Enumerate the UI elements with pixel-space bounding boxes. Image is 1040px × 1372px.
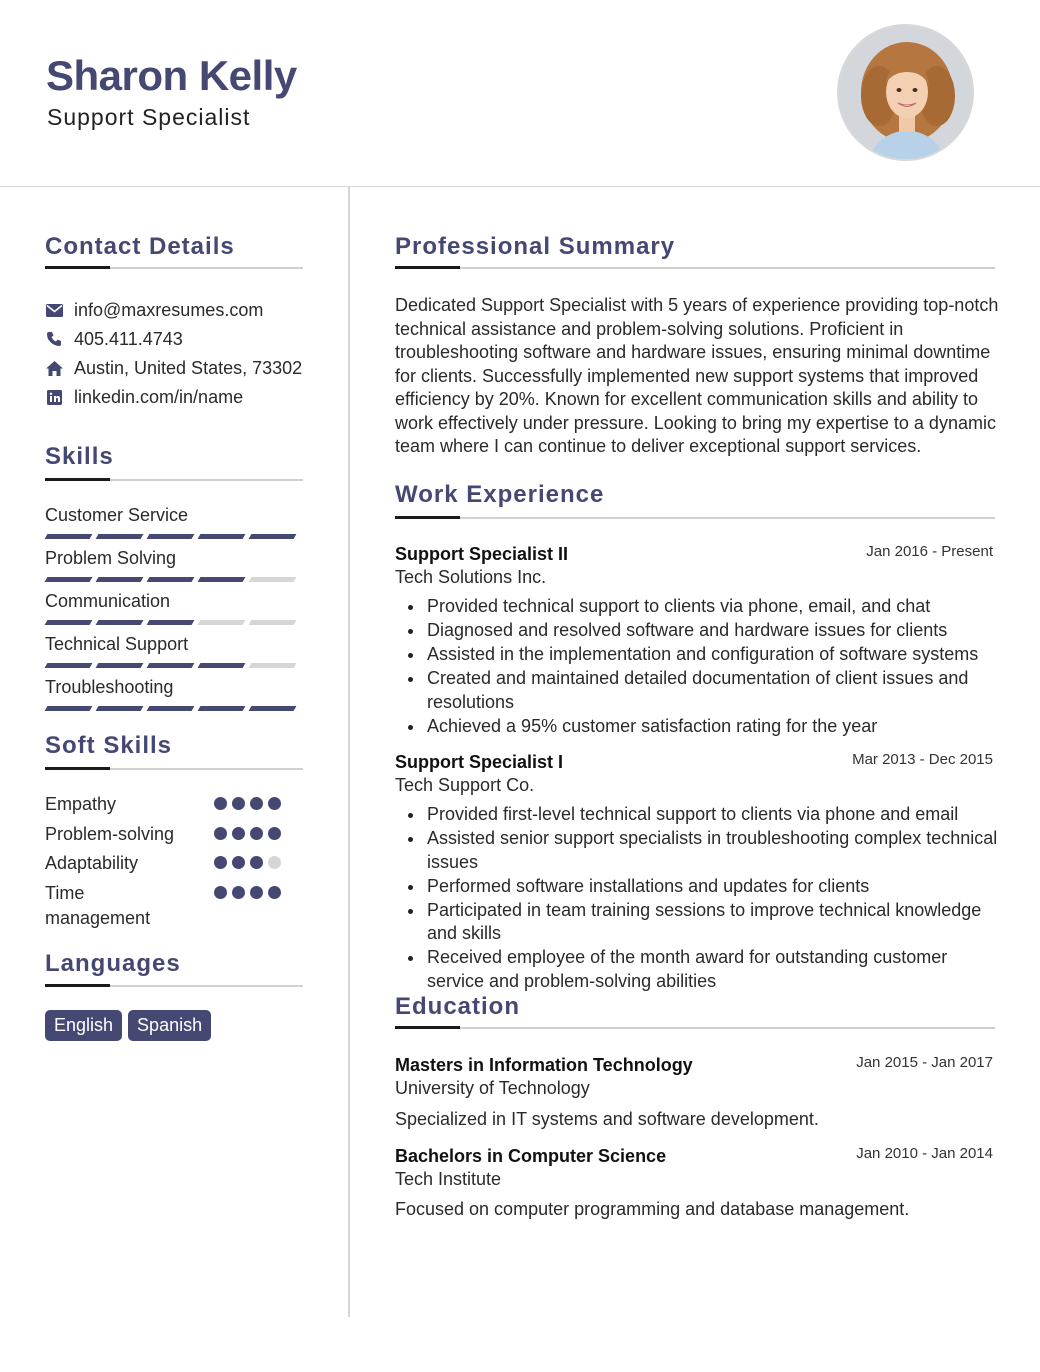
language-tag: Spanish	[128, 1010, 211, 1041]
summary-text: Dedicated Support Specialist with 5 years of experience providing top-notch technical assistance and problem-solving solutions. Proficient in troubleshooting software and hardware issues, ensuring minimal downtime for clients. Successfully implemented new support systems that improved efficiency by 20%. Known for excellent communication skills and ability to work effectively under pressure. Looking to bring my expertise to a dynamic team where I can continue to deliver exceptional support services.	[395, 295, 999, 456]
skill-level-segment	[147, 534, 195, 539]
education-heading: Education	[395, 993, 521, 1020]
contact-email-text: info@maxresumes.com	[74, 299, 264, 320]
soft-skill-label: Adaptability	[45, 853, 139, 873]
contact-accent	[45, 266, 110, 269]
skill-level-segment	[45, 663, 93, 668]
skill-label: Communication	[45, 591, 171, 611]
skill-level-segment	[249, 620, 297, 625]
job-bullet: Performed software installations and updates for clients	[395, 875, 1000, 899]
language-tags	[45, 1010, 211, 1041]
education-description: Specialized in IT systems and software development.	[395, 1109, 819, 1129]
skill-level-segment	[45, 620, 93, 625]
soft-skill-label: Empathy	[45, 794, 117, 814]
linkedin-icon	[45, 388, 63, 406]
home-icon	[45, 359, 63, 377]
skill-level-segment	[96, 663, 144, 668]
summary-accent	[395, 266, 460, 269]
contact-address	[45, 356, 302, 380]
job-company: Tech Support Co.	[395, 775, 535, 795]
contact-linkedin[interactable]	[45, 385, 243, 409]
soft-skill-label: Time management	[45, 883, 151, 928]
skill-level-segment	[45, 577, 93, 582]
skill-level-bar	[46, 706, 295, 711]
job-bullet: Diagnosed and resolved software and hardware issues for clients	[395, 619, 1000, 643]
experience-rule	[395, 517, 995, 519]
skill-level-segment	[45, 534, 93, 539]
soft-skill-rating	[214, 827, 281, 840]
job-bullets	[395, 595, 1000, 739]
experience-accent	[395, 516, 460, 519]
skill-level-segment	[198, 663, 246, 668]
language-tag: English	[45, 1010, 122, 1041]
education-dates: Jan 2015 - Jan 2017	[856, 1054, 993, 1071]
education-school: University of Technology	[395, 1078, 590, 1098]
rating-dot	[268, 797, 281, 810]
skill-level-segment	[96, 706, 144, 711]
skill-level-bar	[46, 620, 295, 625]
profile-photo-illustration	[839, 26, 974, 161]
skill-level-bar	[46, 534, 295, 539]
contact-phone-text: 405.411.4743	[74, 328, 183, 349]
contact-address-text: Austin, United States, 73302	[74, 357, 303, 378]
skill-level-segment	[96, 620, 144, 625]
education-description: Focused on computer programming and database management.	[395, 1199, 910, 1219]
skill-level-segment	[147, 663, 195, 668]
skills-accent	[45, 478, 110, 481]
education-degree: Masters in Information Technology	[395, 1055, 693, 1075]
soft-skills-accent	[45, 767, 110, 770]
skill-label: Technical Support	[45, 634, 189, 654]
skill-level-segment	[249, 577, 297, 582]
skill-level-segment	[147, 577, 195, 582]
job-bullet: Provided first-level technical support to clients via phone and email	[395, 803, 1000, 827]
job-bullet: Received employee of the month award for outstanding customer service and problem-solving abilities	[395, 946, 1000, 993]
rating-dot	[214, 856, 227, 869]
job-bullet: Created and maintained detailed documentation of client issues and resolutions	[395, 667, 1000, 714]
education-accent	[395, 1026, 460, 1029]
skill-level-segment	[96, 534, 144, 539]
contact-phone[interactable]	[45, 327, 183, 351]
skill-level-segment	[198, 620, 246, 625]
profile-photo	[837, 24, 974, 161]
languages-accent	[45, 984, 110, 987]
rating-dot	[268, 827, 281, 840]
skill-label: Customer Service	[45, 505, 189, 525]
skill-level-segment	[147, 706, 195, 711]
contact-email[interactable]	[45, 298, 263, 322]
rating-dot	[214, 886, 227, 899]
skill-level-segment	[249, 663, 297, 668]
rating-dot	[214, 797, 227, 810]
education-rule	[395, 1027, 995, 1029]
summary-rule	[395, 267, 995, 269]
education-dates: Jan 2010 - Jan 2014	[856, 1145, 993, 1162]
job-dates: Mar 2013 - Dec 2015	[852, 751, 993, 768]
education-degree: Bachelors in Computer Science	[395, 1146, 667, 1166]
soft-skill-label: Problem-solving	[45, 824, 175, 844]
skill-level-segment	[198, 534, 246, 539]
job-bullet: Provided technical support to clients via phone, email, and chat	[395, 595, 1000, 619]
skill-label: Problem Solving	[45, 548, 177, 568]
rating-dot	[232, 797, 245, 810]
skill-label: Troubleshooting	[45, 677, 174, 697]
job-bullets	[395, 803, 1000, 994]
skill-level-segment	[198, 706, 246, 711]
job-company: Tech Solutions Inc.	[395, 567, 547, 587]
contact-linkedin-text: linkedin.com/in/name	[74, 386, 244, 407]
summary-heading: Professional Summary	[395, 233, 676, 260]
column-divider	[348, 187, 350, 1317]
soft-skill-rating	[214, 856, 281, 869]
rating-dot	[268, 886, 281, 899]
rating-dot	[268, 856, 281, 869]
rating-dot	[232, 827, 245, 840]
skills-heading: Skills	[45, 443, 114, 470]
rating-dot	[250, 827, 263, 840]
experience-heading: Work Experience	[395, 481, 605, 508]
phone-icon	[45, 330, 63, 348]
soft-skills-heading: Soft Skills	[45, 732, 173, 759]
soft-skill-rating	[214, 797, 281, 810]
education-school: Tech Institute	[395, 1169, 502, 1189]
soft-skill-rating	[214, 886, 281, 899]
job-dates: Jan 2016 - Present	[866, 543, 993, 560]
skill-level-bar	[46, 663, 295, 668]
job-bullet: Achieved a 95% customer satisfaction rating for the year	[395, 715, 1000, 739]
skill-level-segment	[249, 534, 297, 539]
rating-dot	[232, 856, 245, 869]
job-title: Support Specialist I	[395, 752, 564, 772]
skill-level-segment	[147, 620, 195, 625]
skill-level-segment	[96, 577, 144, 582]
languages-heading: Languages	[45, 950, 181, 977]
skill-level-segment	[249, 706, 297, 711]
job-bullet: Participated in team training sessions to improve technical knowledge and skills	[395, 899, 1000, 946]
resume-header	[0, 0, 1040, 187]
job-bullet: Assisted in the implementation and configuration of software systems	[395, 643, 1000, 667]
rating-dot	[250, 797, 263, 810]
skill-level-bar	[46, 577, 295, 582]
contact-heading: Contact Details	[45, 233, 235, 260]
skill-level-segment	[198, 577, 246, 582]
rating-dot	[250, 886, 263, 899]
candidate-title: Support Specialist	[47, 104, 251, 130]
job-title: Support Specialist II	[395, 544, 569, 564]
candidate-name: Sharon Kelly	[46, 52, 297, 99]
rating-dot	[214, 827, 227, 840]
skill-level-segment	[45, 706, 93, 711]
rating-dot	[232, 886, 245, 899]
job-bullet: Assisted senior support specialists in troubleshooting complex technical issues	[395, 827, 1000, 874]
rating-dot	[250, 856, 263, 869]
envelope-icon	[45, 301, 63, 319]
